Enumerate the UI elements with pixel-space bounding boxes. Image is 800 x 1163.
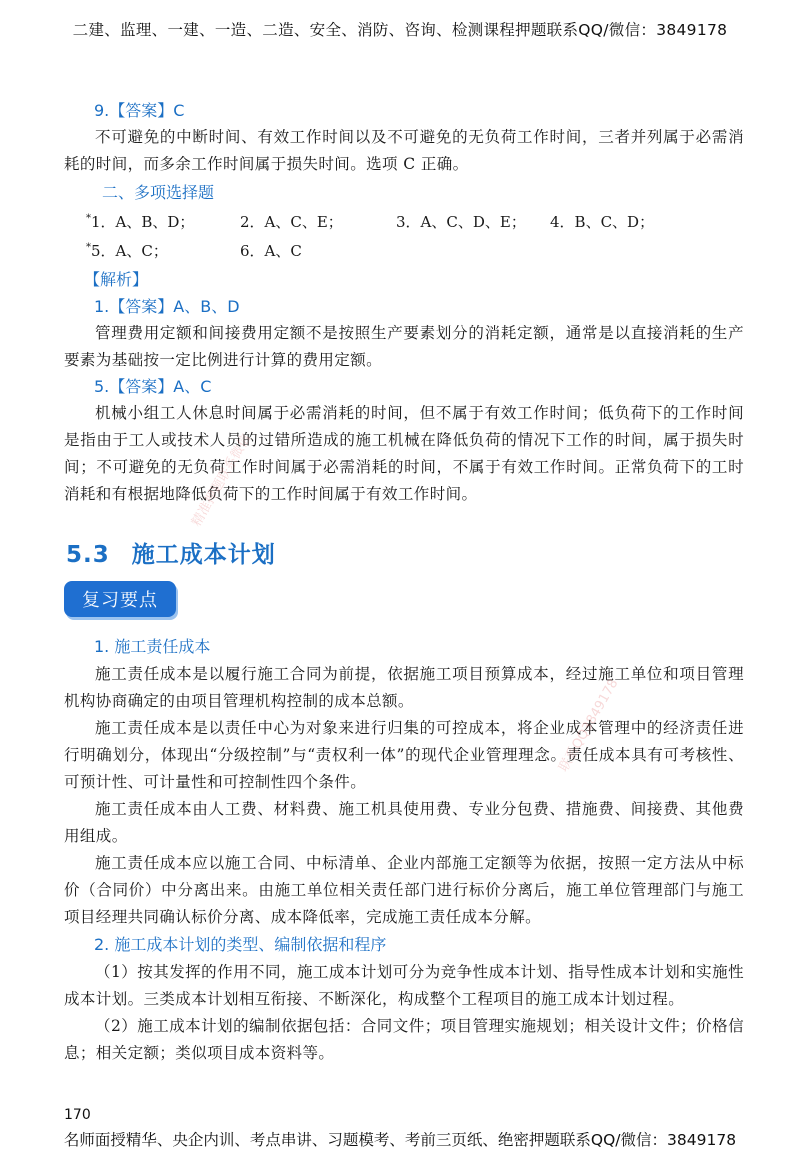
answer-1-heading: 1.【答案】A、B、D — [94, 297, 240, 316]
multi-answer-item: 3．A、C、D、E； — [396, 213, 526, 231]
answer-9-text: 不可避免的中断时间、有效工作时间以及不可避免的无负荷工作时间，三者并列属于必需消耗的时间，而多余工作时间属于损失时间。选项 C 正确。 — [64, 128, 744, 173]
top-banner: 二建、监理、一建、一造、二造、安全、消防、咨询、检测课程押题联系QQ/微信：3849178 — [72, 21, 728, 39]
topic-1-paragraph: 施工责任成本是以责任中心为对象来进行归集的可控成本，将企业成本管理中的经济责任进行明确划分，体现出“分级控制”与“责权利一体”的现代企业管理理念。责任成本具有可考核性、可预计性、可计量性和可控制性四个条件。 — [64, 719, 744, 791]
topic-2-paragraph: （2）施工成本计划的编制依据包括：合同文件；项目管理实施规划；相关设计文件；价格信息；相关定额；类似项目成本资料等。 — [64, 1017, 744, 1062]
answer-9-heading: 9.【答案】C — [94, 101, 185, 120]
topic-2-heading: 2. 施工成本计划的类型、编制依据和程序 — [94, 935, 387, 954]
review-points-badge: 复习要点 — [64, 581, 176, 617]
multi-answer-item: 6．A、C — [240, 242, 302, 260]
topic-1-paragraph: 施工责任成本是以履行施工合同为前提，依据施工项目预算成本，经过施工单位和项目管理机构协商确定的由项目管理机构控制的成本总额。 — [64, 665, 744, 710]
watermark: 精准押题联系微信 — [189, 431, 255, 530]
page-content — [64, 98, 744, 1067]
multi-choice-heading: 二、多项选择题 — [102, 183, 215, 202]
answer-5-heading: 5.【答案】A、C — [94, 377, 212, 396]
topic-1-paragraph: 施工责任成本由人工费、材料费、施工机具使用费、专业分包费、措施费、间接费、其他费用组成。 — [64, 800, 744, 845]
topic-2-paragraph: （1）按其发挥的作用不同，施工成本计划可分为竞争性成本计划、指导性成本计划和实施性成本计划。三类成本计划相互衔接、不断深化，构成整个工程项目的施工成本计划过程。 — [64, 963, 744, 1008]
section-title-text: 施工成本计划 — [131, 542, 276, 568]
page-number: 170 — [64, 1107, 91, 1123]
section-title — [64, 536, 744, 569]
analysis-label: 【解析】 — [84, 270, 149, 289]
watermark: 联系QQ3849178 — [556, 676, 622, 775]
multi-answer-item: 4．B、C、D； — [550, 213, 655, 231]
topic-1-heading: 1. 施工责任成本 — [94, 637, 211, 656]
answer-1-text: 管理费用定额和间接费用定额不是按照生产要素划分的消耗定额，通常是以直接消耗的生产要素为基础按一定比例进行计算的费用定额。 — [64, 324, 744, 369]
bottom-banner: 名师面授精华、央企内训、考点串讲、习题模考、考前三页纸、绝密押题联系QQ/微信：3849178 — [63, 1131, 737, 1149]
answer-5-text: 机械小组工人休息时间属于必需消耗的时间，但不属于有效工作时间；低负荷下的工作时间是指由于工人或技术人员的过错所造成的施工机械在降低负荷的情况下工作的时间，属于损失时间；不可避免的无负荷工作时间属于必需消耗的时间，不属于有效工作时间。正常负荷下的工时消耗和有根据地降低负荷下的工作时间属于有效工作时间。 — [64, 404, 744, 503]
multi-answer-item: *1．A、B、D； — [86, 213, 195, 231]
topic-1-paragraph: 施工责任成本应以施工合同、中标清单、企业内部施工定额等为依据，按照一定方法从中标价（合同价）中分离出来。由施工单位相关责任部门进行标价分离后，施工单位管理部门与施工项目经理共同确认标价分离、成本降低率，完成施工责任成本分解。 — [64, 854, 744, 926]
section-number: 5.3 — [66, 542, 110, 568]
multi-answer-grid — [64, 206, 744, 264]
multi-answer-item: 2．A、C、E； — [240, 213, 343, 231]
multi-answer-item: *5．A、C； — [86, 242, 168, 260]
